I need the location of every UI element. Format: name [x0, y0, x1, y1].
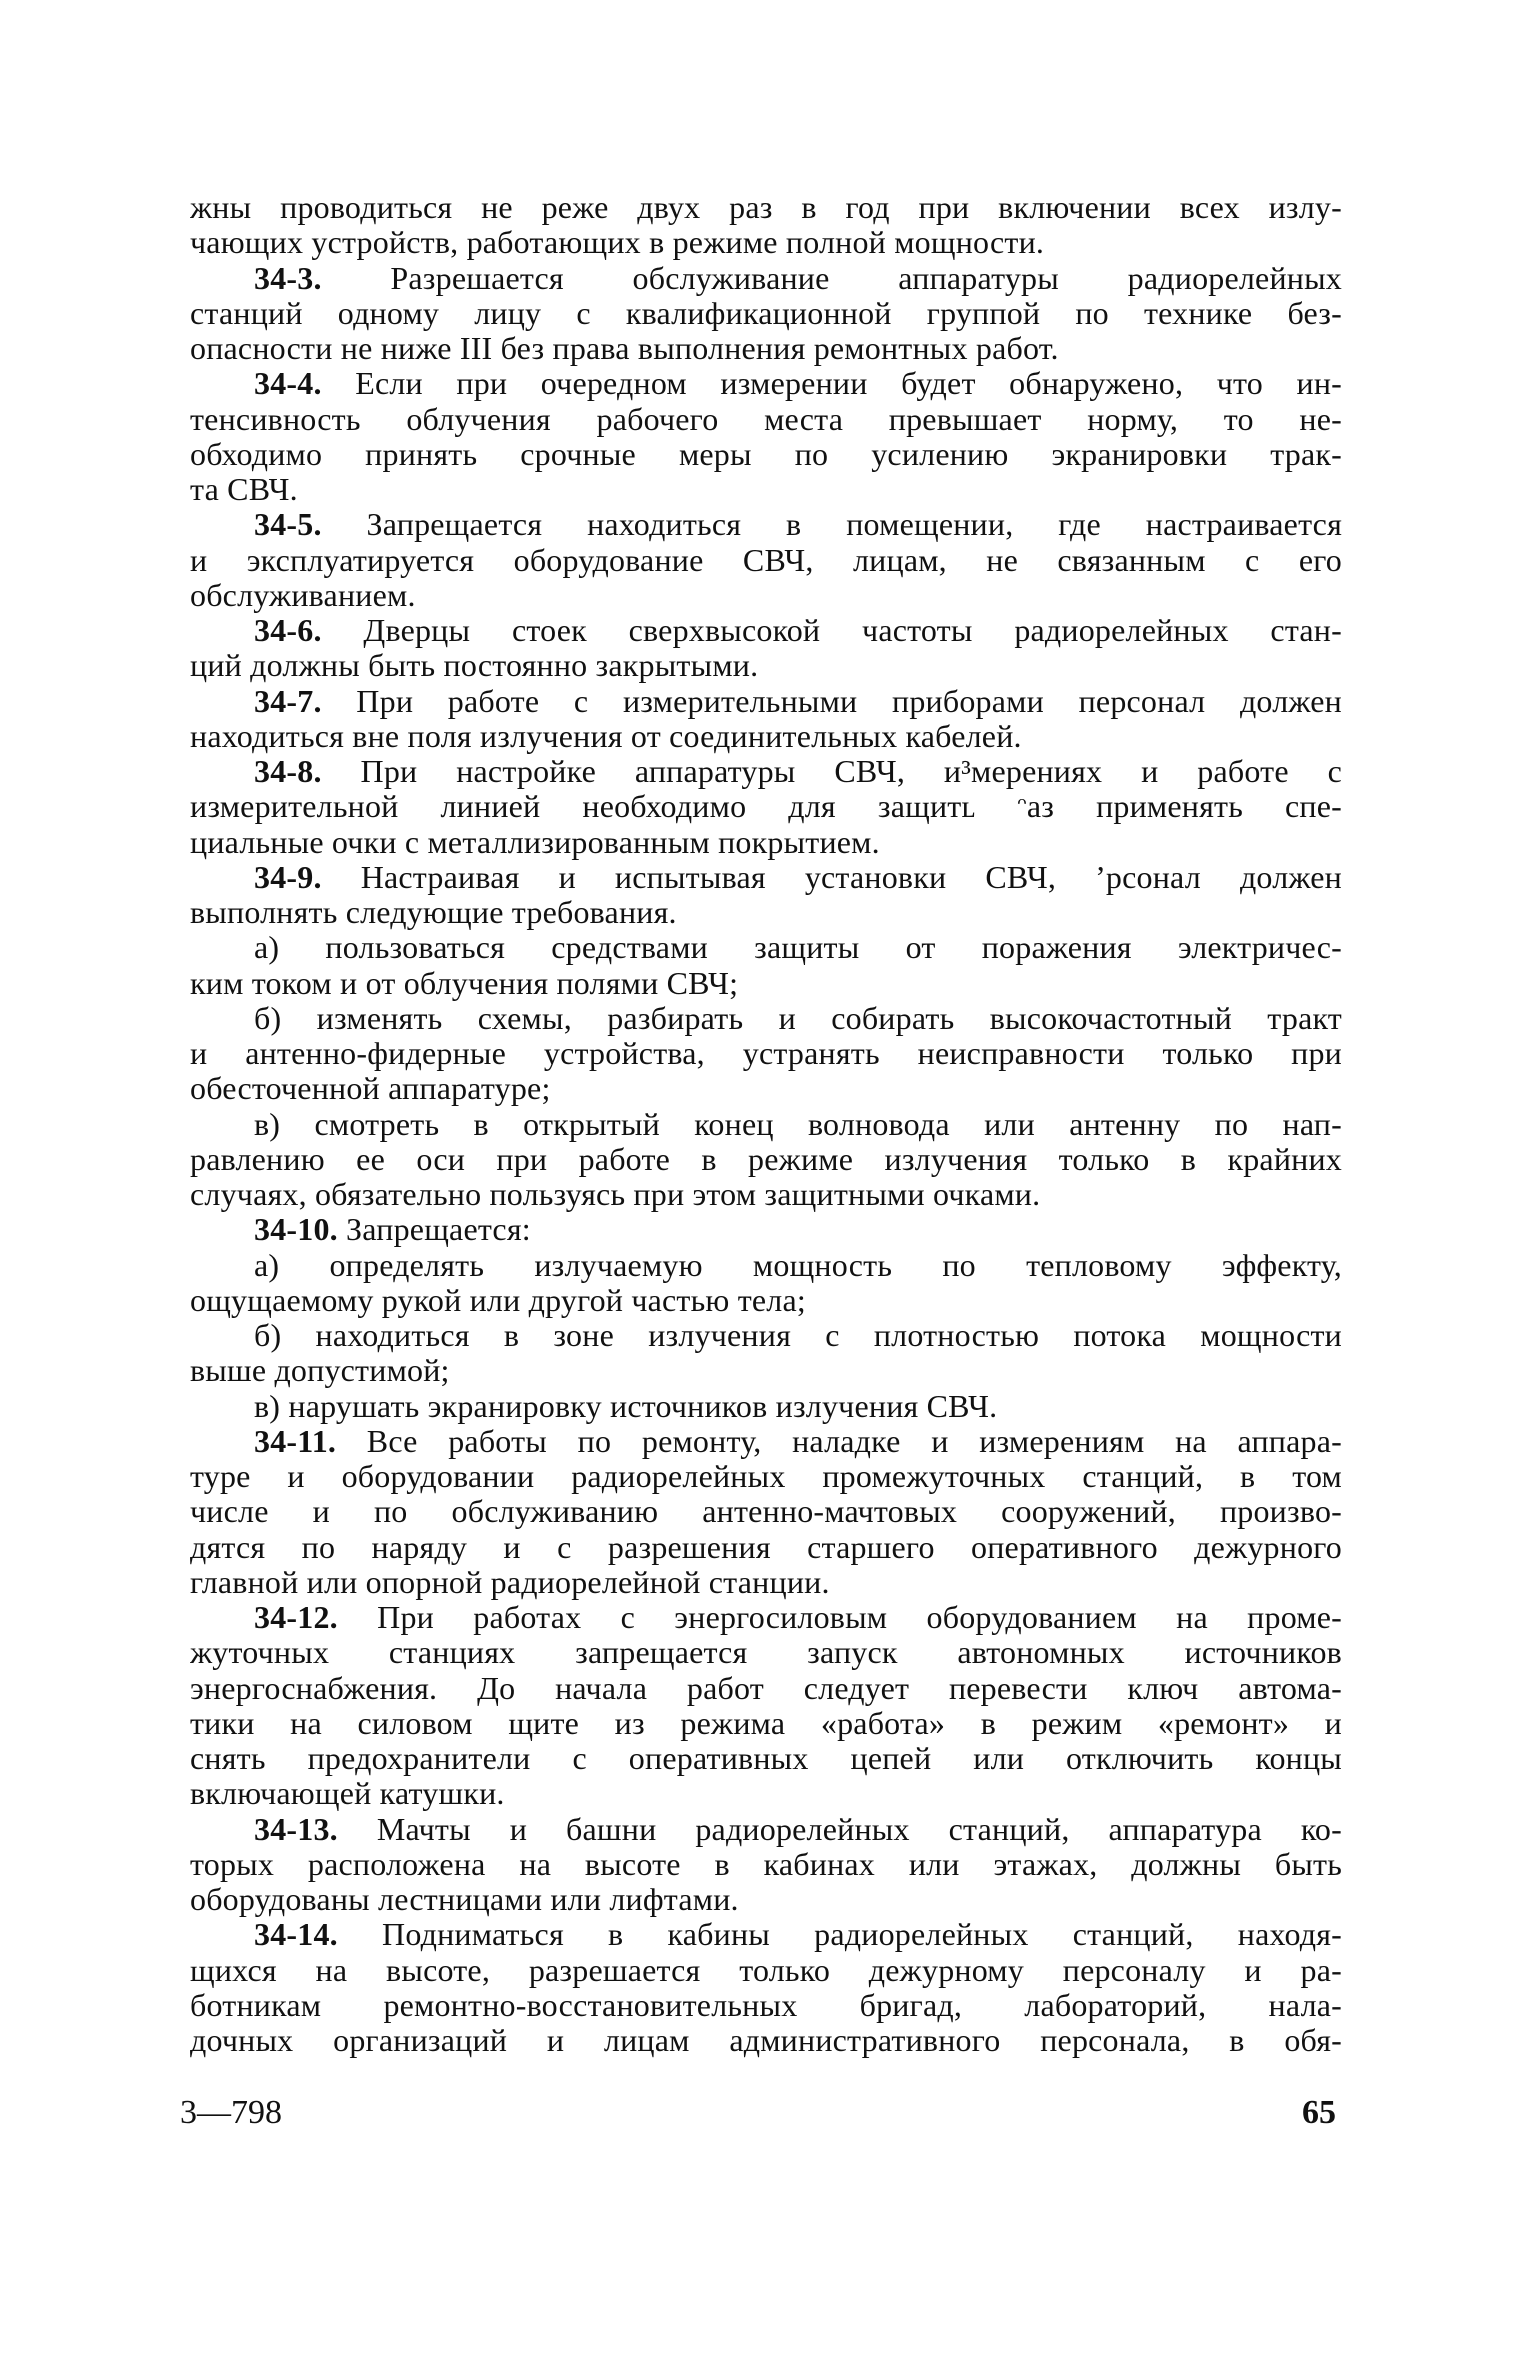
- text-line: [190, 1283, 1342, 1318]
- text-line: [190, 1953, 1342, 1988]
- line-text: оборудованы лестницами или лифтами.: [190, 1882, 739, 1917]
- text-line: [190, 1459, 1342, 1494]
- clause-number: 34-4.: [254, 366, 322, 402]
- text-line: [190, 1071, 1342, 1106]
- text-line: [190, 1776, 1342, 1811]
- line-text: а) определять излучаемую мощность по тепловому эффекту,: [254, 1247, 1342, 1283]
- page-body-text: [190, 190, 1342, 2058]
- line-text: измерительной линией необходимо для защитʟ ᵔаз применять спе-: [190, 789, 1342, 825]
- line-text: При работах с энергосиловым оборудованием на проме-: [337, 1600, 1342, 1635]
- text-line: [190, 1882, 1342, 1917]
- text-line: [190, 930, 1342, 965]
- line-text: и эксплуатируется оборудование СВЧ, лицам, не связанным с его: [190, 542, 1342, 578]
- text-line: [190, 825, 1342, 860]
- text-line: [190, 1353, 1342, 1388]
- line-text: Запрещается:: [337, 1212, 531, 1248]
- line-text: дочных организаций и лицам административного персонала, в обя-: [190, 2023, 1342, 2058]
- line-text: Дверцы стоек сверхвысокой частоты радиорелейных стан-: [321, 613, 1342, 648]
- line-text: торых расположена на высоте в кабинах или этажах, должны быть: [190, 1846, 1342, 1882]
- line-text: Настраивая и испытывая установки СВЧ, ʼрсонал должен: [321, 859, 1342, 895]
- text-line: [190, 402, 1342, 437]
- text-line: [190, 1318, 1342, 1353]
- text-line: [190, 437, 1342, 472]
- paragraph-start-line: [190, 1812, 1342, 1847]
- clause-number: 34-13.: [254, 1811, 338, 1847]
- line-text: обесточенной аппаратуре;: [190, 1071, 551, 1107]
- paragraph-start-line: [190, 860, 1342, 895]
- line-text: жуточных станциях запрещается запуск автономных источников: [190, 1635, 1342, 1671]
- text-line: [190, 1248, 1342, 1283]
- line-text: случаях, обязательно пользуясь при этом защитными очками.: [190, 1177, 1041, 1212]
- line-text: тенсивность облучения рабочего места превышает норму, то не-: [190, 401, 1342, 437]
- printer-signature: 3—798: [180, 2094, 282, 2131]
- line-text: а) пользоваться средствами защиты от поражения электричес-: [254, 930, 1342, 966]
- paragraph-start-line: [190, 613, 1342, 648]
- text-line: [190, 1001, 1342, 1036]
- line-text: обходимо принять срочные меры по усилению экранировки трак-: [190, 436, 1342, 472]
- text-line: [190, 1988, 1342, 2023]
- line-text: находиться вне поля излучения от соединительных кабелей.: [190, 718, 1022, 754]
- line-text: главной или опорной радиорелейной станции.: [190, 1564, 830, 1600]
- clause-number: 34-11.: [254, 1423, 337, 1459]
- line-text: в) нарушать экранировку источников излучения СВЧ.: [254, 1388, 998, 1424]
- line-text: ций должны быть постоянно закрытыми.: [190, 648, 759, 684]
- page-number: 65: [1302, 2094, 1336, 2131]
- line-text: числе и по обслуживанию антенно-мачтовых сооружений, произво-: [190, 1494, 1342, 1530]
- line-text: Запрещается находиться в помещении, где настраивается: [321, 507, 1342, 543]
- text-line: [190, 578, 1342, 613]
- paragraph-start-line: [190, 1212, 1342, 1247]
- line-text: Все работы по ремонту, наладке и измерениям на аппара-: [336, 1423, 1342, 1459]
- line-text: циальные очки с металлизированным покрытием.: [190, 824, 880, 860]
- line-text: б) находиться в зоне излучения с плотностью потока мощности: [254, 1318, 1342, 1353]
- line-text: Подниматься в кабины радиорелейных станций, находя-: [337, 1917, 1342, 1953]
- text-line: [190, 789, 1342, 824]
- line-text: выполнять следующие требования.: [190, 895, 677, 930]
- line-text: Разрешается обслуживание аппаратуры радиорелейных: [321, 260, 1342, 296]
- text-line: [190, 966, 1342, 1001]
- line-text: чающих устройств, работающих в режиме полной мощности.: [190, 225, 1045, 261]
- line-text: и антенно-фидерные устройства, устранять неисправности только при: [190, 1036, 1342, 1071]
- line-text: станций одному лицу с квалификационной группой по технике без-: [190, 295, 1342, 331]
- text-line: [190, 1741, 1342, 1776]
- clause-number: 34-14.: [254, 1917, 338, 1953]
- clause-number: 34-3.: [254, 260, 322, 296]
- line-text: При работе с измерительными приборами персонал должен: [321, 683, 1342, 719]
- line-text: б) изменять схемы, разбирать и собирать высокочастотный тракт: [254, 1000, 1342, 1036]
- line-text: дятся по наряду и с разрешения старшего оперативного дежурного: [190, 1529, 1342, 1565]
- paragraph-start-line: [190, 754, 1342, 789]
- text-line: [190, 1635, 1342, 1670]
- text-line: [190, 1530, 1342, 1565]
- text-line: [190, 719, 1342, 754]
- text-line: [190, 1036, 1342, 1071]
- text-line: [190, 1706, 1342, 1741]
- text-line: [190, 472, 1342, 507]
- text-line: [190, 1107, 1342, 1142]
- text-line: [190, 1847, 1342, 1882]
- text-line: [190, 648, 1342, 683]
- line-text: жны проводиться не реже двух раз в год при включении всех излу-: [190, 190, 1342, 225]
- line-text: тики на силовом щите из режима «работа» в режим «ремонт» и: [190, 1705, 1342, 1741]
- line-text: та СВЧ.: [190, 472, 298, 507]
- clause-number: 34-7.: [254, 683, 322, 719]
- text-line: [190, 225, 1342, 260]
- text-line: [190, 1177, 1342, 1212]
- paragraph-start-line: [190, 366, 1342, 401]
- line-text: равлению ее оси при работе в режиме излучения только в крайних: [190, 1141, 1342, 1177]
- clause-number: 34-10.: [254, 1212, 338, 1248]
- text-line: [190, 895, 1342, 930]
- line-text: щихся на высоте, разрешается только дежурному персоналу и ра-: [190, 1952, 1342, 1988]
- line-text: выше допустимой;: [190, 1353, 450, 1389]
- line-text: Если при очередном измерении будет обнаружено, что ин-: [321, 366, 1342, 402]
- paragraph-start-line: [190, 1424, 1342, 1459]
- clause-number: 34-5.: [254, 507, 322, 543]
- clause-number: 34-6.: [254, 613, 322, 648]
- paragraph-start-line: [190, 1600, 1342, 1635]
- paragraph-start-line: [190, 261, 1342, 296]
- line-text: включающей катушки.: [190, 1776, 505, 1812]
- paragraph-start-line: [190, 684, 1342, 719]
- text-line: [190, 331, 1342, 366]
- line-text: При настройке аппаратуры СВЧ, и³мерениях и работе с: [321, 754, 1342, 789]
- text-line: [190, 543, 1342, 578]
- line-text: ботникам ремонтно-восстановительных бригад, лабораторий, нала-: [190, 1987, 1342, 2023]
- text-line: [190, 296, 1342, 331]
- text-line: [190, 1494, 1342, 1529]
- text-line: [190, 1671, 1342, 1706]
- paragraph-start-line: [190, 1917, 1342, 1952]
- text-line: [190, 1565, 1342, 1600]
- text-line: [190, 190, 1342, 225]
- line-text: в) смотреть в открытый конец волновода или антенну по нап-: [254, 1106, 1342, 1142]
- paragraph-start-line: [190, 507, 1342, 542]
- clause-number: 34-8.: [254, 754, 322, 789]
- line-text: ощущаемому рукой или другой частью тела;: [190, 1282, 806, 1318]
- line-text: опасности не ниже III без права выполнения ремонтных работ.: [190, 331, 1059, 366]
- text-line: [190, 1142, 1342, 1177]
- clause-number: 34-12.: [254, 1600, 338, 1635]
- text-line: [190, 2023, 1342, 2058]
- line-text: туре и оборудовании радиорелейных промежуточных станций, в том: [190, 1459, 1342, 1494]
- line-text: ким током и от облучения полями СВЧ;: [190, 965, 739, 1001]
- line-text: снять предохранители с оперативных цепей или отключить концы: [190, 1741, 1342, 1776]
- line-text: Мачты и башни радиорелейных станций, аппаратура ко-: [337, 1811, 1342, 1847]
- clause-number: 34-9.: [254, 859, 322, 895]
- line-text: обслуживанием.: [190, 577, 416, 613]
- line-text: энергоснабжения. До начала работ следует перевести ключ автома-: [190, 1670, 1342, 1706]
- text-line: [190, 1389, 1342, 1424]
